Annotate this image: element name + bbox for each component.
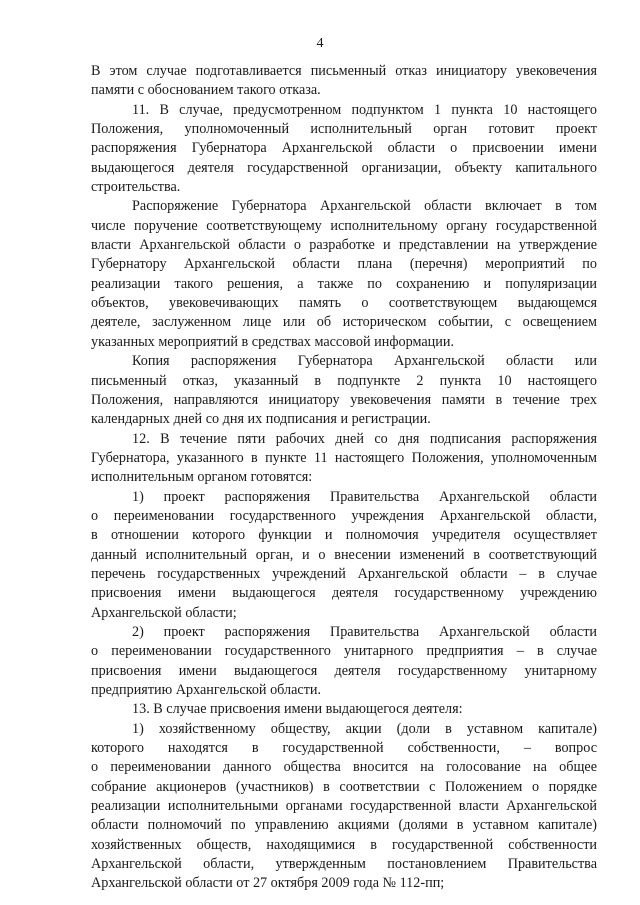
text-line: объектов, увековечивающих память о соответствующем выдающемся <box>91 295 597 312</box>
text-line: присвоения имени выдающегося деятеля государственному учреждению <box>91 585 597 602</box>
text-line: о переименовании данного общества вносится на голосование на общее <box>91 759 597 776</box>
text-line: предприятию Архангельской области. <box>91 682 322 698</box>
text-line: деятеле, заслуженном лице или об историческом событии, с освещением <box>91 314 597 331</box>
text-line: Губернатора, указанного в пункте 11 настоящего Положения, уполномоченным <box>91 449 597 466</box>
text-line: Архангельской области от 27 октября 2009 года № 112-пп; <box>91 875 445 892</box>
text-line: в отношении которого функции и полномочия учредителя осуществляет <box>91 527 597 544</box>
page-number: 4 <box>316 36 324 51</box>
text-line: реализации исполнительными органами государственной власти Архангельской <box>91 798 597 815</box>
text-line: которого находятся в государственной собственности, – вопрос <box>91 740 597 757</box>
text-line: выдающегося деятеля государственной организации, объекту капитального <box>91 159 597 176</box>
text-line: Положения, уполномоченный исполнительный орган готовит проект <box>91 121 597 138</box>
text-line: распоряжения Губернатора Архангельской области о присвоении имени <box>91 140 597 157</box>
text-line: 1) хозяйственному обществу, акции (доли в уставном капитале) <box>132 720 597 737</box>
text-line: В этом случае подготавливается письменный отказ инициатору увековечения <box>91 63 597 79</box>
text-line: перечень государственных учреждений Архангельской области – в случае <box>91 565 597 582</box>
text-line: памяти с обоснованием такого отказа. <box>91 82 321 99</box>
text-line: о переименовании государственного унитарного предприятия – в случае <box>91 643 597 660</box>
document-body <box>91 62 597 894</box>
text-line: реализации такого решения, а также по сохранению и популяризации <box>91 275 597 292</box>
text-line: 11. В случае, предусмотренном подпунктом 1 пункта 10 настоящего <box>132 101 597 118</box>
text-line: данный исполнительный орган, и о внесении изменений в соответствующий <box>91 546 597 563</box>
text-line: присвоения имени выдающегося деятеля государственному унитарному <box>91 662 597 679</box>
text-line: Положения, направляются инициатору увековечения памяти в течение трех <box>91 391 597 408</box>
text-line: 12. В течение пяти рабочих дней со дня подписания распоряжения <box>132 430 597 447</box>
text-line: 1) проект распоряжения Правительства Архангельской области <box>132 488 597 505</box>
text-line: собрание акционеров (участников) в соответствии с Положением о порядке <box>91 778 597 795</box>
text-line: указанных мероприятий в средствах массовой информации. <box>91 333 454 350</box>
text-line: Архангельской области, утвержденным постановлением Правительства <box>91 856 597 873</box>
text-line: области полномочий по управлению акциями (долями в уставном капитале) <box>91 817 597 834</box>
text-line: Губернатору Архангельской области плана (перечня) мероприятий по <box>91 256 597 273</box>
text-line: исполнительным органом готовятся: <box>91 469 313 486</box>
text-line: о переименовании государственного учреждения Архангельской области, <box>91 507 597 524</box>
text-line: Архангельской области; <box>91 604 237 621</box>
text-line: хозяйственных обществ, находящимися в государственной собственности <box>91 836 597 853</box>
text-line: 2) проект распоряжения Правительства Архангельской области <box>132 623 597 640</box>
text-line: Копия распоряжения Губернатора Архангельской области или <box>132 353 597 370</box>
text-line: числе поручение соответствующему исполнительному органу государственной <box>91 217 597 234</box>
text-line: 13. В случае присвоения имени выдающегося деятеля: <box>132 701 463 718</box>
text-line: письменный отказ, указанный в подпункте 2 пункта 10 настоящего <box>91 372 597 389</box>
text-line: Распоряжение Губернатора Архангельской области включает в том <box>132 198 597 215</box>
text-line: строительства. <box>91 179 181 196</box>
text-line: календарных дней со дня их подписания и регистрации. <box>91 411 431 428</box>
text-line: власти Архангельской области о разработке и представлении на утверждение <box>91 237 597 254</box>
